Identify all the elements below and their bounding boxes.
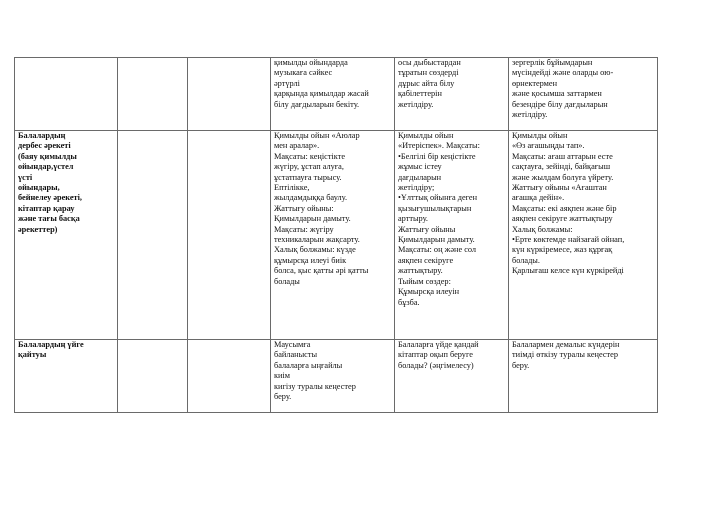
- cell-line: және жылдам болуға үйрету.: [512, 172, 614, 182]
- cell-line: кигізу туралы кеңестер: [274, 381, 356, 391]
- cell-line: үсті: [18, 172, 33, 182]
- cell-line: Мақсаты: оң және сол: [398, 245, 477, 255]
- cell-line: Мақсаты: жүгіру: [274, 224, 334, 234]
- cell-line: аяқпен секіруге жаттықтыру: [512, 214, 613, 224]
- cell-line: күн күркіремесе, жаз құрғақ: [512, 245, 613, 255]
- cell-line: безендіре білу дағдыларын: [512, 99, 608, 109]
- cell-line: ойындар,үстел: [18, 162, 74, 172]
- cell-line: Балалардың: [18, 131, 66, 140]
- cell-line: «Итеріспек». Мақсаты:: [398, 141, 480, 151]
- cell-line: білу дағдыларын бекіту.: [274, 99, 360, 109]
- cell-line: қайтуы: [18, 350, 47, 360]
- row-label-cell: [15, 58, 118, 131]
- cell-line: жетілдіру;: [398, 183, 435, 193]
- cell-line: Қимылдарын дамыту.: [274, 214, 351, 224]
- cell-line: құмырсқа илеуі биік: [274, 255, 347, 265]
- cell-line: Қимылды ойын: [512, 131, 568, 140]
- cell-line: ұстатпауға тырысу.: [274, 172, 342, 182]
- cell-line: Жаттығу ойыны:: [274, 203, 334, 213]
- cell-line: мүсіндейді және оларды ою-: [512, 68, 614, 78]
- cell-line: және тағы басқа: [18, 214, 80, 224]
- cell-line: байланысты: [274, 350, 318, 360]
- cell-line: аяқпен секіруге: [398, 255, 454, 265]
- cell-line: болса, қыс қатты әрі қатты: [274, 266, 369, 276]
- cell-line: •Белгілі бір кеңістікте: [398, 151, 476, 161]
- cell-line: Қимылдарын дамыту.: [398, 235, 475, 245]
- cell-line: киім: [274, 371, 291, 381]
- cell-line: Қарлығаш келсе күн күркірейді: [512, 266, 624, 276]
- cell-line: Тыйым сөздер:: [398, 276, 451, 286]
- cell-line: балаларға ыңғайлы: [274, 360, 343, 370]
- cell-line: «Өз ағашыңды тап».: [512, 141, 585, 151]
- cell-line: Ептілікке,: [274, 183, 310, 193]
- cell-line: дербес әрекеті: [18, 141, 71, 151]
- cell-line: Халық болжамы:: [512, 224, 573, 234]
- cell-line: музыкаға сәйкес: [274, 68, 333, 78]
- cell-line: Жаттығу ойыны «Ағаштан: [512, 183, 607, 193]
- cell-line: жетілдіру.: [398, 99, 434, 109]
- cell-line: беру.: [274, 392, 292, 402]
- empty-cell: [118, 340, 188, 413]
- cell-line: қызығушылықтарын: [398, 203, 472, 213]
- cell-line: дұрыс айта білу: [398, 78, 455, 88]
- cell-line: Балаларға үйде қандай: [398, 340, 479, 349]
- content-cell: [271, 340, 395, 413]
- cell-line: Қимылды ойын: [398, 131, 454, 140]
- cell-line: мен аралар».: [274, 141, 320, 151]
- empty-cell: [188, 340, 271, 413]
- cell-line: бейнелеу әрекеті,: [18, 193, 83, 203]
- table-row: [15, 58, 658, 131]
- cell-line: жылдамдыққа баулу.: [274, 193, 348, 203]
- cell-line: техникаларын жақсарту.: [274, 235, 360, 245]
- content-cell: [271, 131, 395, 340]
- content-cell: [509, 58, 658, 131]
- cell-line: жүгіру, ұстап алуға,: [274, 162, 344, 172]
- content-cell: [271, 58, 395, 131]
- cell-line: Құмырсқа илеуін: [398, 287, 460, 297]
- cell-line: •Ерте көктемде найзағай ойнап,: [512, 235, 625, 245]
- cell-line: тиімді өткізу туралы кеңестер: [512, 350, 618, 360]
- cell-line: қимылды ойындарда: [274, 58, 348, 67]
- cell-line: Жаттығу ойыны: [398, 224, 456, 234]
- cell-line: Қимылды ойын «Аюлар: [274, 131, 360, 140]
- cell-line: арттыру.: [398, 214, 428, 224]
- cell-line: жетілдіру.: [512, 110, 548, 120]
- cell-line: тұратын сөздерді: [398, 68, 459, 78]
- cell-line: осы дыбыстардан: [398, 58, 461, 67]
- cell-line: ойындары,: [18, 183, 60, 193]
- cell-line: зергерлік бұйымдарын: [512, 58, 593, 67]
- cell-line: Мақсаты: екі аяқпен және бір: [512, 203, 617, 213]
- table-row: [15, 131, 658, 340]
- cell-line: Мақсаты: кеңістікте: [274, 151, 346, 161]
- empty-cell: [118, 58, 188, 131]
- content-cell: [395, 131, 509, 340]
- content-cell: [509, 340, 658, 413]
- cell-line: бұзба.: [398, 297, 420, 307]
- schedule-table: [14, 57, 658, 413]
- empty-cell: [118, 131, 188, 340]
- cell-line: ағашқа дейін».: [512, 193, 565, 203]
- empty-cell: [188, 58, 271, 131]
- cell-line: өрнектермен: [512, 78, 558, 88]
- cell-line: Маусымға: [274, 340, 311, 349]
- row-label-cell: [15, 131, 118, 340]
- cell-line: Халық болжамы: күзде: [274, 245, 356, 255]
- cell-line: болады? (әңгімелесу): [398, 360, 474, 370]
- cell-line: кітаптар қарау: [18, 203, 75, 213]
- cell-line: кітаптар оқып беруге: [398, 350, 473, 360]
- cell-line: қабілеттерін: [398, 89, 442, 99]
- cell-line: Балалармен демалыс күндерін: [512, 340, 620, 349]
- table-row: [15, 340, 658, 413]
- cell-line: дағдыларын: [398, 172, 442, 182]
- cell-line: жұмыс істеу: [398, 162, 442, 172]
- cell-line: (баяу қимылды: [18, 151, 77, 161]
- empty-cell: [188, 131, 271, 340]
- cell-line: және қосымша заттармен: [512, 89, 602, 99]
- cell-line: •Ұлттық ойынға деген: [398, 193, 478, 203]
- cell-line: қарқында қимылдар жасай: [274, 89, 369, 99]
- cell-line: жаттықтыру.: [398, 266, 443, 276]
- content-cell: [395, 58, 509, 131]
- content-cell: [509, 131, 658, 340]
- cell-line: болады.: [512, 255, 540, 265]
- cell-line: Мақсаты: ағаш аттарын есте: [512, 151, 613, 161]
- cell-line: әртүрлі: [274, 78, 300, 88]
- cell-line: болады: [274, 276, 300, 286]
- cell-line: беру.: [512, 360, 530, 370]
- content-cell: [395, 340, 509, 413]
- row-label-cell: [15, 340, 118, 413]
- cell-line: әрекеттер): [18, 224, 58, 234]
- cell-line: сақтауға, зейінді, байқағыш: [512, 162, 611, 172]
- cell-line: Балалардың үйге: [18, 340, 84, 349]
